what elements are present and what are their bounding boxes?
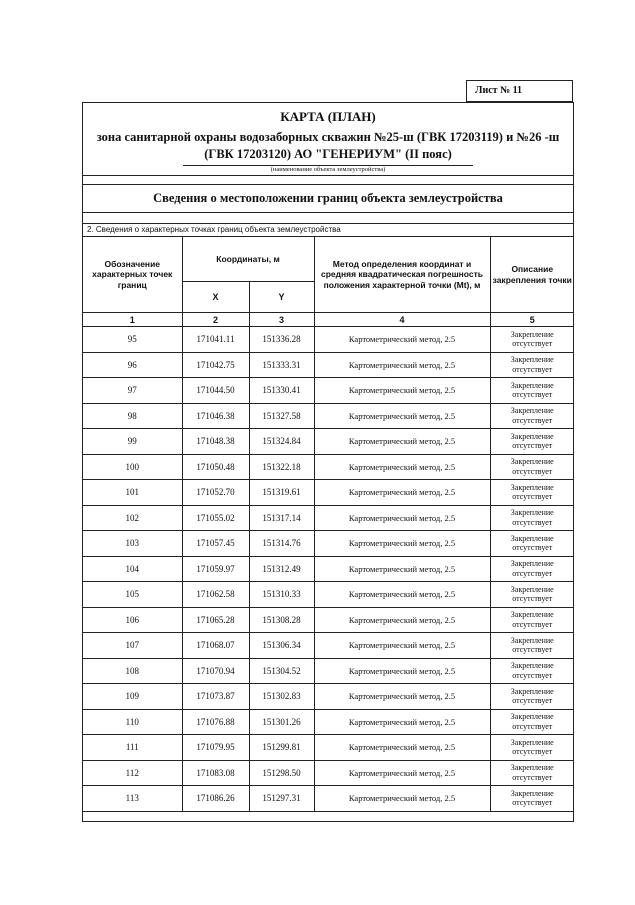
cell-x: 171052.70 — [182, 480, 249, 506]
cell-point: 104 — [83, 556, 182, 582]
cell-description: Закрепление отсутствует — [490, 327, 574, 353]
cell-y: 151322.18 — [249, 454, 314, 480]
column-number: 2 — [182, 313, 249, 327]
cell-method: Картометрический метод, 2.5 — [314, 556, 490, 582]
cell-method: Картометрический метод, 2.5 — [314, 378, 490, 404]
column-number: 1 — [83, 313, 182, 327]
document-caption: (наименование объекта землеустройства) — [183, 165, 473, 175]
cell-method: Картометрический метод, 2.5 — [314, 505, 490, 531]
cell-point: 112 — [83, 760, 182, 786]
cell-description: Закрепление отсутствует — [490, 403, 574, 429]
cell-x: 171057.45 — [182, 531, 249, 557]
cell-x: 171062.58 — [182, 582, 249, 608]
cell-y: 151302.83 — [249, 684, 314, 710]
cell-point: 101 — [83, 480, 182, 506]
cell-method: Картометрический метод, 2.5 — [314, 760, 490, 786]
table-row — [83, 352, 574, 378]
cell-point: 105 — [83, 582, 182, 608]
cell-point: 96 — [83, 352, 182, 378]
cell-description: Закрепление отсутствует — [490, 786, 574, 812]
table-row — [83, 480, 574, 506]
table-row — [83, 403, 574, 429]
cell-method: Картометрический метод, 2.5 — [314, 684, 490, 710]
cell-point: 100 — [83, 454, 182, 480]
table-row — [83, 378, 574, 404]
cell-x: 171083.08 — [182, 760, 249, 786]
subsection-title: 2. Сведения о характерных точках границ объекта землеустройства — [83, 223, 573, 237]
cell-description: Закрепление отсутствует — [490, 480, 574, 506]
cell-point: 108 — [83, 658, 182, 684]
cell-method: Картометрический метод, 2.5 — [314, 429, 490, 455]
cell-description: Закрепление отсутствует — [490, 582, 574, 608]
table-row — [83, 505, 574, 531]
cell-y: 151317.14 — [249, 505, 314, 531]
column-number: 5 — [490, 313, 574, 327]
cell-method: Картометрический метод, 2.5 — [314, 480, 490, 506]
document-title: КАРТА (ПЛАН) — [280, 109, 376, 124]
title-block — [83, 103, 573, 176]
header-coordinates: Координаты, м — [182, 237, 314, 282]
header-y: Y — [249, 282, 314, 313]
cell-x: 171073.87 — [182, 684, 249, 710]
table-row — [83, 327, 574, 353]
cell-point: 97 — [83, 378, 182, 404]
cell-point: 110 — [83, 709, 182, 735]
cell-point: 111 — [83, 735, 182, 761]
table-row — [83, 429, 574, 455]
table-row — [83, 735, 574, 761]
cell-y: 151319.61 — [249, 480, 314, 506]
column-number: 4 — [314, 313, 490, 327]
cell-method: Картометрический метод, 2.5 — [314, 658, 490, 684]
table-row — [83, 607, 574, 633]
cell-description: Закрепление отсутствует — [490, 658, 574, 684]
cell-y: 151298.50 — [249, 760, 314, 786]
cell-method: Картометрический метод, 2.5 — [314, 352, 490, 378]
cell-method: Картометрический метод, 2.5 — [314, 327, 490, 353]
sheet-number-label: Лист № 11 — [466, 80, 573, 102]
header-description: Описание закрепления точки — [490, 237, 574, 313]
cell-y: 151312.49 — [249, 556, 314, 582]
cell-y: 151333.31 — [249, 352, 314, 378]
cell-y: 151310.33 — [249, 582, 314, 608]
cell-method: Картометрический метод, 2.5 — [314, 607, 490, 633]
cell-point: 103 — [83, 531, 182, 557]
cell-y: 151299.81 — [249, 735, 314, 761]
cell-y: 151308.28 — [249, 607, 314, 633]
table-row — [83, 454, 574, 480]
cell-description: Закрепление отсутствует — [490, 352, 574, 378]
cell-x: 171044.50 — [182, 378, 249, 404]
cell-description: Закрепление отсутствует — [490, 378, 574, 404]
cell-y: 151314.76 — [249, 531, 314, 557]
cell-x: 171046.38 — [182, 403, 249, 429]
cell-y: 151324.84 — [249, 429, 314, 455]
cell-x: 171076.88 — [182, 709, 249, 735]
cell-x: 171050.48 — [182, 454, 249, 480]
table-row — [83, 684, 574, 710]
section-title: Сведения о местоположении границ объекта землеустройства — [83, 184, 573, 213]
table-row — [83, 760, 574, 786]
cell-description: Закрепление отсутствует — [490, 684, 574, 710]
table-row — [83, 531, 574, 557]
cell-x: 171055.02 — [182, 505, 249, 531]
cell-description: Закрепление отсутствует — [490, 633, 574, 659]
table-row — [83, 658, 574, 684]
cell-method: Картометрический метод, 2.5 — [314, 633, 490, 659]
cell-description: Закрепление отсутствует — [490, 454, 574, 480]
cell-description: Закрепление отсутствует — [490, 607, 574, 633]
table-body — [83, 327, 574, 812]
header-method: Метод определения координат и средняя квадратическая погрешность положения характерной точки (Mt), м — [314, 237, 490, 313]
table-row — [83, 709, 574, 735]
cell-x: 171068.07 — [182, 633, 249, 659]
cell-description: Закрепление отсутствует — [490, 709, 574, 735]
table-row — [83, 633, 574, 659]
document-frame — [82, 102, 574, 822]
cell-method: Картометрический метод, 2.5 — [314, 786, 490, 812]
header-x: X — [182, 282, 249, 313]
table-row — [83, 556, 574, 582]
cell-y: 151301.26 — [249, 709, 314, 735]
table-row — [83, 582, 574, 608]
cell-method: Картометрический метод, 2.5 — [314, 582, 490, 608]
cell-description: Закрепление отсутствует — [490, 505, 574, 531]
cell-point: 102 — [83, 505, 182, 531]
cell-x: 171086.26 — [182, 786, 249, 812]
cell-method: Картометрический метод, 2.5 — [314, 403, 490, 429]
cell-point: 98 — [83, 403, 182, 429]
cell-x: 171079.95 — [182, 735, 249, 761]
cell-y: 151304.52 — [249, 658, 314, 684]
document-subtitle: зона санитарной охраны водозаборных скважин №25-ш (ГВК 17203119) и №26 -ш (ГВК 17203120) АО "ГЕНЕРИУМ" (II пояс) — [96, 130, 560, 161]
cell-y: 151297.31 — [249, 786, 314, 812]
cell-x: 171065.28 — [182, 607, 249, 633]
cell-y: 151330.41 — [249, 378, 314, 404]
cell-x: 171048.38 — [182, 429, 249, 455]
cell-x: 171042.75 — [182, 352, 249, 378]
cell-point: 113 — [83, 786, 182, 812]
cell-description: Закрепление отсутствует — [490, 556, 574, 582]
header-point: Обозначение характерных точек границ — [83, 237, 182, 313]
cell-point: 109 — [83, 684, 182, 710]
cell-method: Картометрический метод, 2.5 — [314, 735, 490, 761]
cell-point: 95 — [83, 327, 182, 353]
cell-description: Закрепление отсутствует — [490, 735, 574, 761]
column-number: 3 — [249, 313, 314, 327]
cell-method: Картометрический метод, 2.5 — [314, 709, 490, 735]
points-table — [83, 237, 574, 812]
cell-y: 151306.34 — [249, 633, 314, 659]
cell-method: Картометрический метод, 2.5 — [314, 531, 490, 557]
cell-x: 171070.94 — [182, 658, 249, 684]
cell-x: 171059.97 — [182, 556, 249, 582]
cell-description: Закрепление отсутствует — [490, 760, 574, 786]
cell-y: 151327.58 — [249, 403, 314, 429]
cell-method: Картометрический метод, 2.5 — [314, 454, 490, 480]
cell-y: 151336.28 — [249, 327, 314, 353]
cell-description: Закрепление отсутствует — [490, 531, 574, 557]
cell-point: 106 — [83, 607, 182, 633]
cell-x: 171041.11 — [182, 327, 249, 353]
cell-point: 107 — [83, 633, 182, 659]
cell-point: 99 — [83, 429, 182, 455]
table-row — [83, 786, 574, 812]
cell-description: Закрепление отсутствует — [490, 429, 574, 455]
